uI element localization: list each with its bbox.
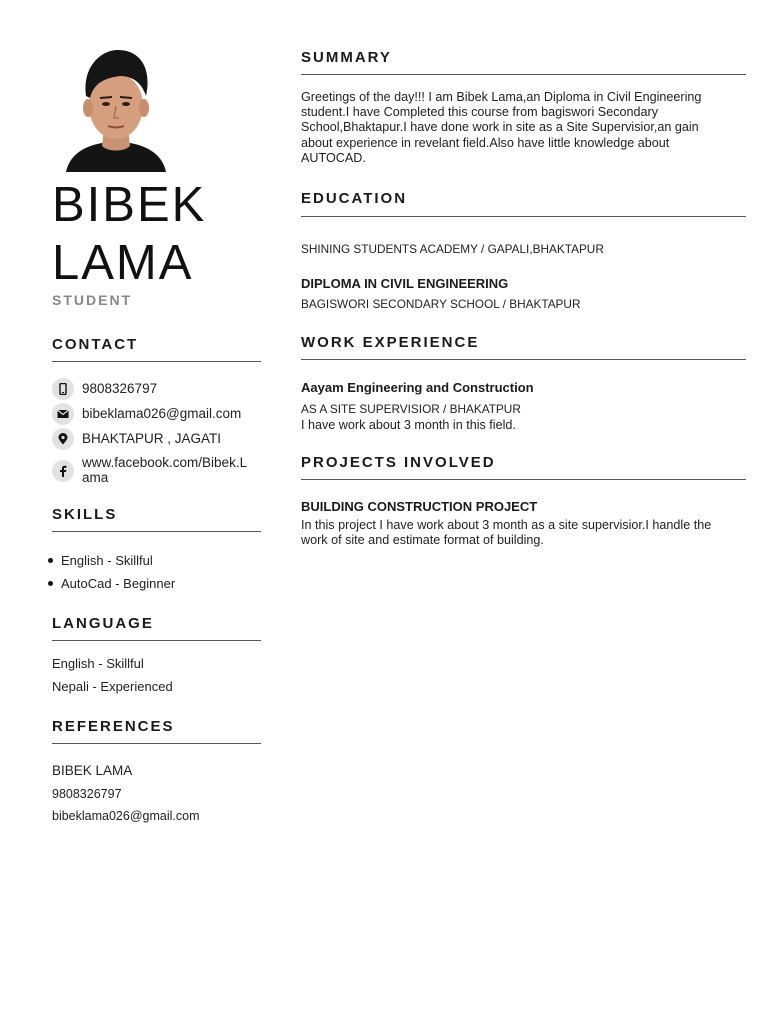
skills-heading: SKILLS [52, 506, 118, 523]
work-company: Aayam Engineering and Construction [301, 380, 534, 395]
education-heading: EDUCATION [301, 190, 408, 207]
contact-phone[interactable]: 9808326797 [82, 381, 158, 396]
contact-address: BHAKTAPUR , JAGATI [82, 431, 222, 446]
skill-item [48, 553, 153, 568]
skill-label: English - Skillful [61, 553, 153, 568]
education-degree: DIPLOMA IN CIVIL ENGINEERING [301, 276, 509, 291]
summary-divider [301, 74, 746, 75]
reference-name: BIBEK LAMA [52, 763, 133, 778]
skills-divider [52, 531, 261, 532]
summary-heading: SUMMARY [301, 49, 392, 66]
contact-address-row [52, 431, 264, 450]
projects-heading: PROJECTS INVOLVED [301, 454, 496, 471]
full-name [52, 176, 206, 292]
contact-heading: CONTACT [52, 336, 139, 353]
job-title: STUDENT [52, 292, 133, 308]
summary-text: Greetings of the day!!! I am Bibek Lama,an Diploma in Civil Engineering student.I have Completed this course from bagiswori Secondary School,Bhaktapur.I have done work in site as a Site Supervisior,an gain about experience in revelant field.Also have little knowledge about AUTOCAD. [301, 90, 702, 165]
reference-email[interactable]: bibeklama026@gmail.com [52, 809, 200, 823]
bullet-icon [48, 558, 53, 563]
skill-label: AutoCad - Beginner [61, 576, 176, 591]
reference-phone: 9808326797 [52, 787, 122, 801]
project-description: In this project I have work about 3 month as a site supervisior.I handle the work of site and estimate format of building. [301, 518, 712, 548]
education-school: BAGISWORI SECONDARY SCHOOL / BHAKTAPUR [301, 297, 581, 311]
references-divider [52, 743, 261, 744]
skill-item [48, 576, 175, 591]
contact-phone-row [52, 381, 264, 400]
language-heading: LANGUAGE [52, 615, 154, 632]
work-divider [301, 359, 746, 360]
first-name: BIBEK [52, 178, 207, 232]
education-divider [301, 216, 746, 217]
references-heading: REFERENCES [52, 718, 175, 735]
contact-facebook[interactable] [82, 455, 247, 485]
bullet-icon [48, 581, 53, 586]
language-item: English - Skillful [52, 656, 144, 671]
mail-icon [52, 403, 74, 425]
work-position: AS A SITE SUPERVISIOR / BHAKATPUR [301, 402, 521, 416]
contact-facebook-row [52, 455, 264, 485]
language-item: Nepali - Experienced [52, 679, 173, 694]
last-name: LAMA [52, 236, 194, 290]
facebook-line-2: ama [82, 470, 109, 485]
projects-divider [301, 479, 746, 480]
project-title: BUILDING CONSTRUCTION PROJECT [301, 499, 538, 514]
profile-photo [64, 46, 168, 172]
facebook-line-1: www.facebook.com/Bibek.L [82, 455, 248, 470]
contact-divider [52, 361, 261, 362]
language-divider [52, 640, 261, 641]
contact-email[interactable]: bibeklama026@gmail.com [82, 406, 242, 421]
phone-icon [52, 378, 74, 400]
location-pin-icon [52, 428, 74, 450]
work-description: I have work about 3 month in this field. [301, 418, 516, 432]
contact-email-row [52, 406, 264, 425]
work-heading: WORK EXPERIENCE [301, 334, 480, 351]
education-school: SHINING STUDENTS ACADEMY / GAPALI,BHAKTAPUR [301, 242, 604, 256]
facebook-icon [52, 460, 74, 482]
